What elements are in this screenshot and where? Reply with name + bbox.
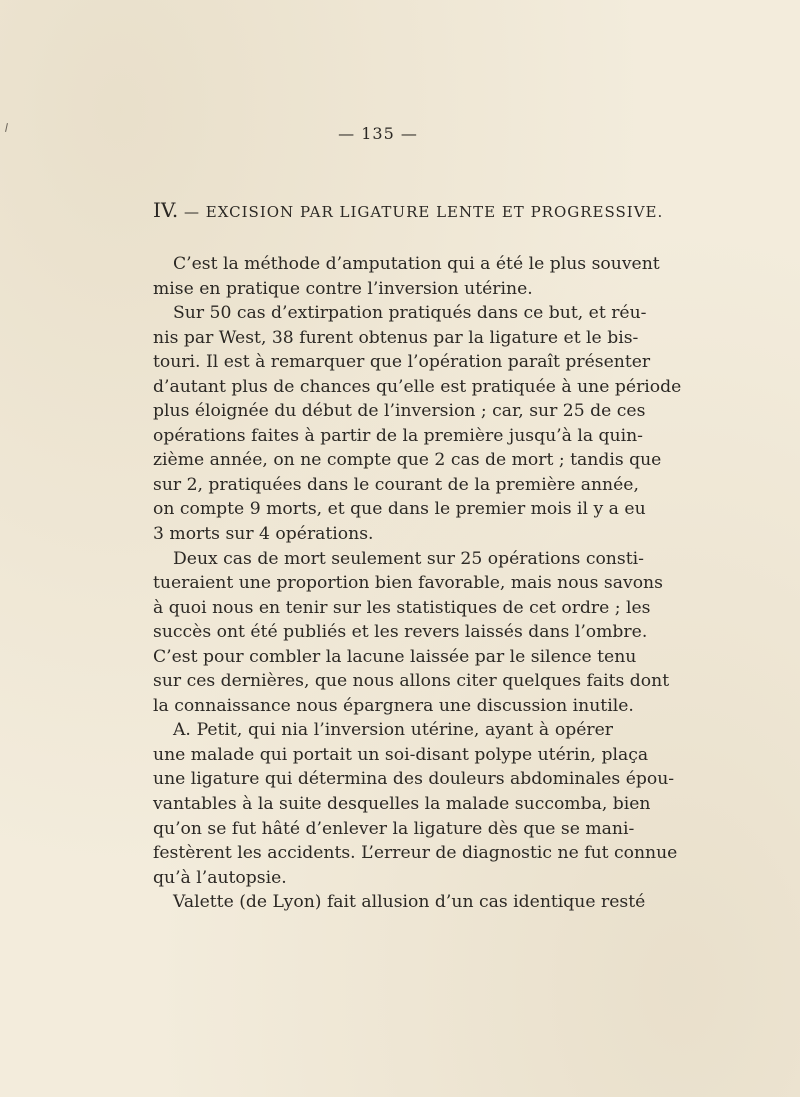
text-line: opérations faites à partir de la première jusqu’à la quin- (153, 425, 643, 446)
text-line: Deux cas de mort seulement sur 25 opérations consti- (173, 548, 644, 569)
section-numeral: IV. (153, 198, 179, 222)
text-line: une malade qui portait un soi-disant polype utérin, plaça (153, 744, 649, 765)
section-title: EXCISION PAR LIGATURE LENTE ET PROGRESSIVE. (205, 203, 664, 221)
text-line: nis par West, 38 furent obtenus par la ligature et le bis- (153, 327, 639, 348)
body-text (153, 252, 682, 915)
text-line: qu’on se fut hâté d’enlever la ligature dès que se mani- (153, 818, 635, 839)
text-line: succès ont été publiés et les revers laissés dans l’ombre. (153, 622, 648, 643)
text-line: d’autant plus de chances qu’elle est pratiquée à une période (153, 376, 682, 397)
text-line: plus éloignée du début de l’inversion ; car, sur 25 de ces (153, 401, 646, 422)
text-line: festèrent les accidents. L’erreur de diagnostic ne fut connue (153, 843, 678, 864)
text-line: C’est la méthode d’amputation qui a été le plus souvent (173, 254, 660, 274)
section-dash: — (184, 203, 200, 221)
text-line: Valette (de Lyon) fait allusion d’un cas identique resté (173, 892, 646, 913)
text-line: mise en pratique contre l’inversion utérine. (153, 278, 533, 299)
text-line: zième année, on ne compte que 2 cas de mort ; tandis que (153, 450, 662, 471)
text-line: C’est pour combler la lacune laissée par le silence tenu (153, 646, 637, 667)
section-heading (153, 198, 663, 222)
text-line: sur 2, pratiquées dans le courant de la première année, (153, 474, 639, 495)
text-line: A. Petit, qui nia l’inversion utérine, ayant à opérer (173, 720, 613, 741)
text-line: on compte 9 morts, et que dans le premier mois il y a eu (153, 499, 646, 520)
text-line: qu’à l’autopsie. (153, 867, 287, 888)
text-line: tueraient une proportion bien favorable, mais nous savons (153, 573, 663, 594)
text-line: 3 morts sur 4 opérations. (153, 524, 374, 545)
text-line: Sur 50 cas d’extirpation pratiqués dans ce but, et réu- (173, 303, 647, 324)
text-line: la connaissance nous épargnera une discussion inutile. (153, 695, 634, 716)
text-line: touri. Il est à remarquer que l’opération paraît présenter (153, 352, 651, 373)
text-line: à quoi nous en tenir sur les statistiques de cet ordre ; les (153, 597, 651, 618)
text-line: vantables à la suite desquelles la malade succomba, bien (153, 794, 651, 815)
page-number: — 135 — (338, 124, 418, 143)
text-line: une ligature qui détermina des douleurs abdominales épou- (153, 769, 675, 790)
text-line: sur ces dernières, que nous allons citer quelques faits dont (153, 671, 670, 692)
